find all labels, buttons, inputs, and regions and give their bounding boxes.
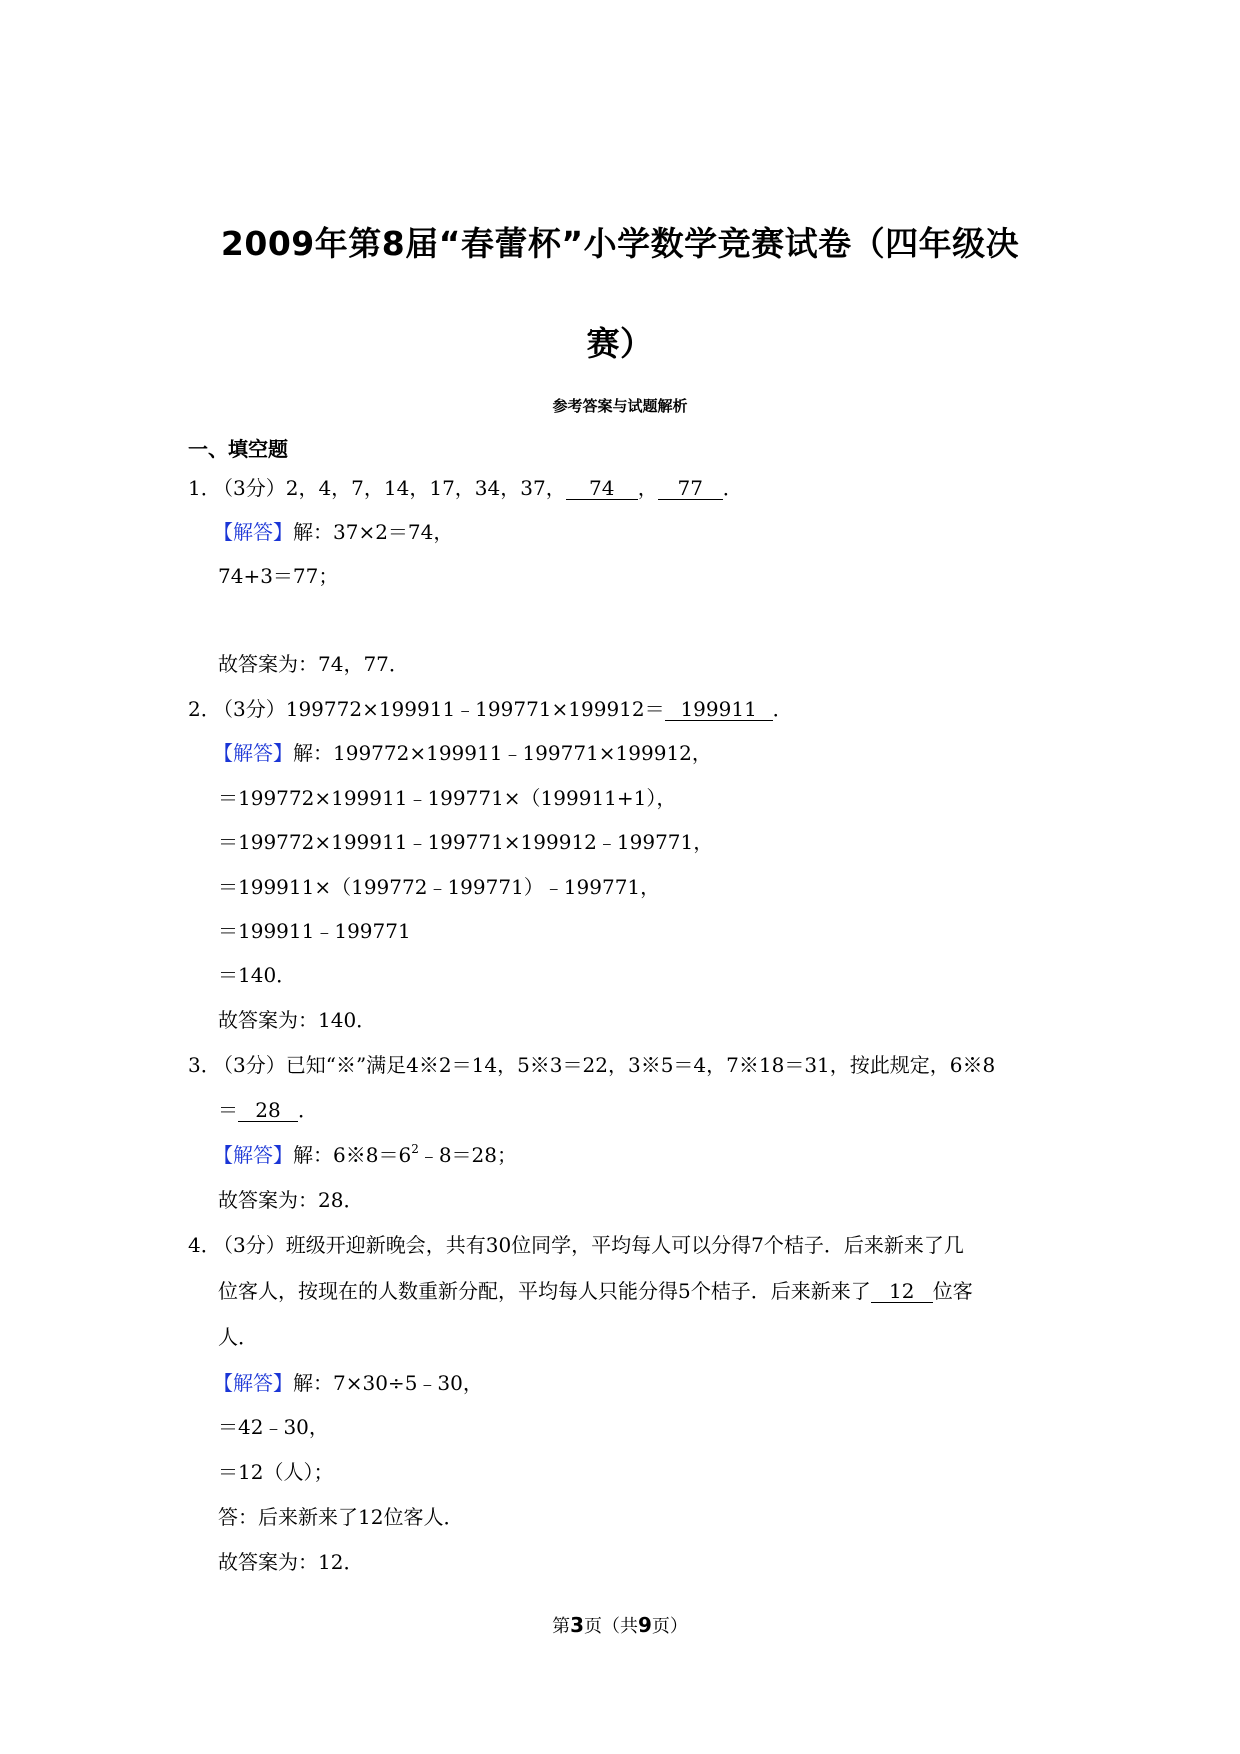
q4-text-2-end: 位客 (932, 1279, 973, 1303)
q3-blank: 28 (238, 1099, 298, 1122)
q1-blank-2: 77 (658, 477, 723, 500)
q4-solution-2: ＝42﹣30， (218, 1415, 329, 1439)
q3-sol-b: ﹣8＝28； (418, 1143, 518, 1167)
footer-suffix: 页） (651, 1616, 688, 1637)
q1-number: 1． (188, 476, 221, 500)
page-footer (0, 1612, 1240, 1638)
section-title: 一、填空题 (188, 437, 288, 461)
subtitle: 参考答案与试题解析 (552, 397, 688, 415)
q2-end: ． (772, 697, 793, 721)
page-title-line2: 赛） (586, 324, 654, 363)
q4-text-2-main: 位客人，按现在的人数重新分配，平均每人只能分得5个桔子．后来新来了 (218, 1279, 871, 1303)
answer-tag: 【解答】 (213, 1371, 293, 1395)
q3-solution (213, 1142, 517, 1168)
q2-final: 故答案为：140． (218, 1008, 377, 1032)
q4-solution-4: 答：后来新来了12位客人． (218, 1505, 464, 1529)
q2-question: （3分）199772×199911﹣199771×199912＝ (213, 697, 665, 721)
footer-page-number: 3 (570, 1613, 584, 1637)
q4-final: 故答案为：12． (218, 1550, 364, 1574)
q4-blank: 12 (871, 1280, 933, 1303)
q3-sol-exponent: 2 (411, 1142, 419, 1156)
q3-number: 3． (188, 1053, 221, 1077)
q4-number: 4． (188, 1233, 221, 1257)
q2-solution-6: ＝140． (218, 963, 297, 987)
q4-text-3: 人． (218, 1325, 258, 1349)
q4-sol-text: 解：7×30÷5﹣30， (293, 1371, 483, 1395)
q3-equals: ＝ (218, 1098, 238, 1122)
q1-blank-1: 74 (566, 477, 638, 500)
q1-end: ． (722, 476, 743, 500)
q3-final: 故答案为：28． (218, 1188, 364, 1212)
q2-text (213, 696, 793, 722)
q3-sol-a: 解：6※8＝6 (293, 1143, 412, 1167)
q2-sol-text: 解：199772×199911﹣199771×199912， (293, 741, 712, 765)
q1-solution-2: 74+3＝77； (218, 564, 339, 588)
answer-tag: 【解答】 (213, 520, 293, 544)
q2-solution-1 (213, 740, 712, 766)
q3-end: ． (298, 1098, 318, 1122)
q1-sol-text: 解：37×2＝74， (293, 520, 454, 544)
q1-final: 故答案为：74，77． (218, 652, 409, 676)
q3-text: （3分）已知“※”满足4※2＝14，5※3＝22，3※5＝4，7※18＝31，按此规定，6※8 (213, 1053, 996, 1077)
answer-tag: 【解答】 (213, 741, 293, 765)
q1-solution-1 (213, 519, 453, 545)
footer-mid: 页（共 (584, 1616, 638, 1637)
q4-text-1: （3分）班级开迎新晚会，共有30位同学，平均每人可以分得7个桔子．后来新来了几 (213, 1233, 964, 1257)
page-title-line1: 2009年第8届“春蕾杯”小学数学竞赛试卷（四年级决 (220, 224, 1020, 263)
q2-solution-2: ＝199772×199911﹣199771×（199911+1）， (218, 786, 677, 810)
q2-solution-3: ＝199772×199911﹣199771×199912﹣199771， (218, 830, 714, 854)
q1-question: （3分）2，4，7，14，17，34，37， (213, 476, 566, 500)
q2-number: 2． (188, 697, 221, 721)
q4-text-2 (218, 1278, 973, 1304)
answer-tag: 【解答】 (213, 1143, 293, 1167)
q4-solution-3: ＝12（人）； (218, 1460, 334, 1484)
q3-answer-line (218, 1097, 318, 1123)
q2-blank: 199911 (665, 698, 773, 721)
q2-solution-4: ＝199911×（199772﹣199771）﹣199771， (218, 875, 661, 899)
q2-solution-5: ＝199911﹣199771 (218, 919, 411, 943)
q4-solution-1 (213, 1370, 483, 1396)
q1-text (213, 475, 743, 501)
footer-prefix: 第 (552, 1616, 571, 1637)
q1-separator: ， (637, 476, 658, 500)
footer-total-pages: 9 (638, 1613, 652, 1637)
